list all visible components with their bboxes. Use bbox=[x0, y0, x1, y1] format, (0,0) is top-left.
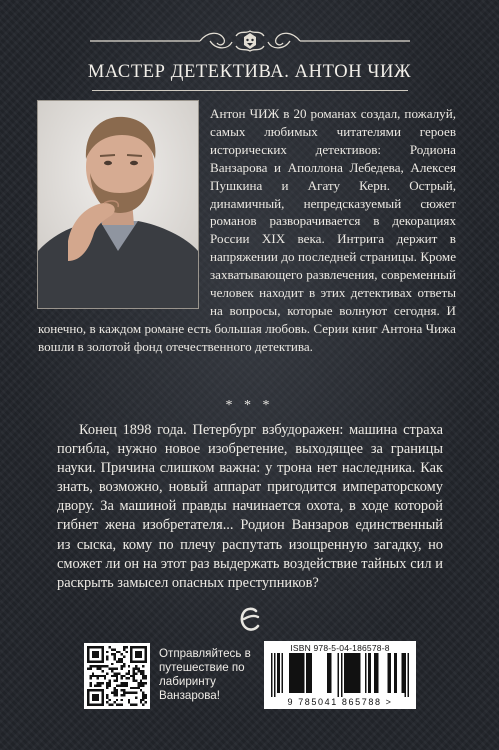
barcode-block bbox=[264, 641, 416, 709]
publisher-e-logo-icon bbox=[239, 606, 261, 632]
photo-spacer bbox=[38, 105, 210, 319]
isbn-text: ISBN 978-5-04-186578-8 bbox=[290, 643, 390, 653]
section-separator: * * * bbox=[225, 398, 274, 413]
author-bio-text: Антон ЧИЖ в 20 романах создал, пожалуй, самых любимых читателями героев исторических детективов: Родиона Ванзарова и Аполлона Лебедева, Алексея Пушкина и Агату Керн. Острый, динамичный, непредсказуемый сюжет романов разворачивается в декорациях России XIX века. Интрига держит в напряжении до последней страницы. Кроме захватывающего развлечения, современный человек находит в этих детективах ответы на вопросы, которые волнуют сегодня. И конечно, в каждом романе есть большая любовь. Серии книг Антона Чижа вошли в золотой фонд отечественного детектива. bbox=[38, 106, 456, 354]
ean-digits: 9 785041 865788 > bbox=[287, 697, 393, 707]
series-title: МАСТЕР ДЕТЕКТИВА. АНТОН ЧИЖ bbox=[87, 62, 412, 82]
barcode-icon bbox=[268, 653, 412, 697]
author-bio bbox=[38, 105, 456, 356]
qr-code-icon bbox=[84, 643, 150, 709]
call-to-action-text: Отправляйтесь в путешествие по лабиринту Ванзарова! bbox=[159, 647, 251, 702]
synopsis-text: Конец 1898 года. Петербург взбудоражен: машина страха погибла, нужно новое изобретение, выходящее за границы науки. Причина слишком важна: у трона нет наследника. Как знать, возможно, новый аппарат пригодится императорскому двору. За машиной правды начинается охота, в ходе которой гибнет жена изобретателя... Родион Ванзаров единственный из сыска, кому по плечу распутать изощренную загадку, но сможет ли он на этот раз выдержать воздействие тайных сил и раскрыть замысел опасных преступников? bbox=[57, 422, 443, 591]
ornament-divider-icon bbox=[90, 28, 410, 54]
book-synopsis bbox=[57, 421, 443, 593]
title-underline bbox=[92, 90, 408, 91]
